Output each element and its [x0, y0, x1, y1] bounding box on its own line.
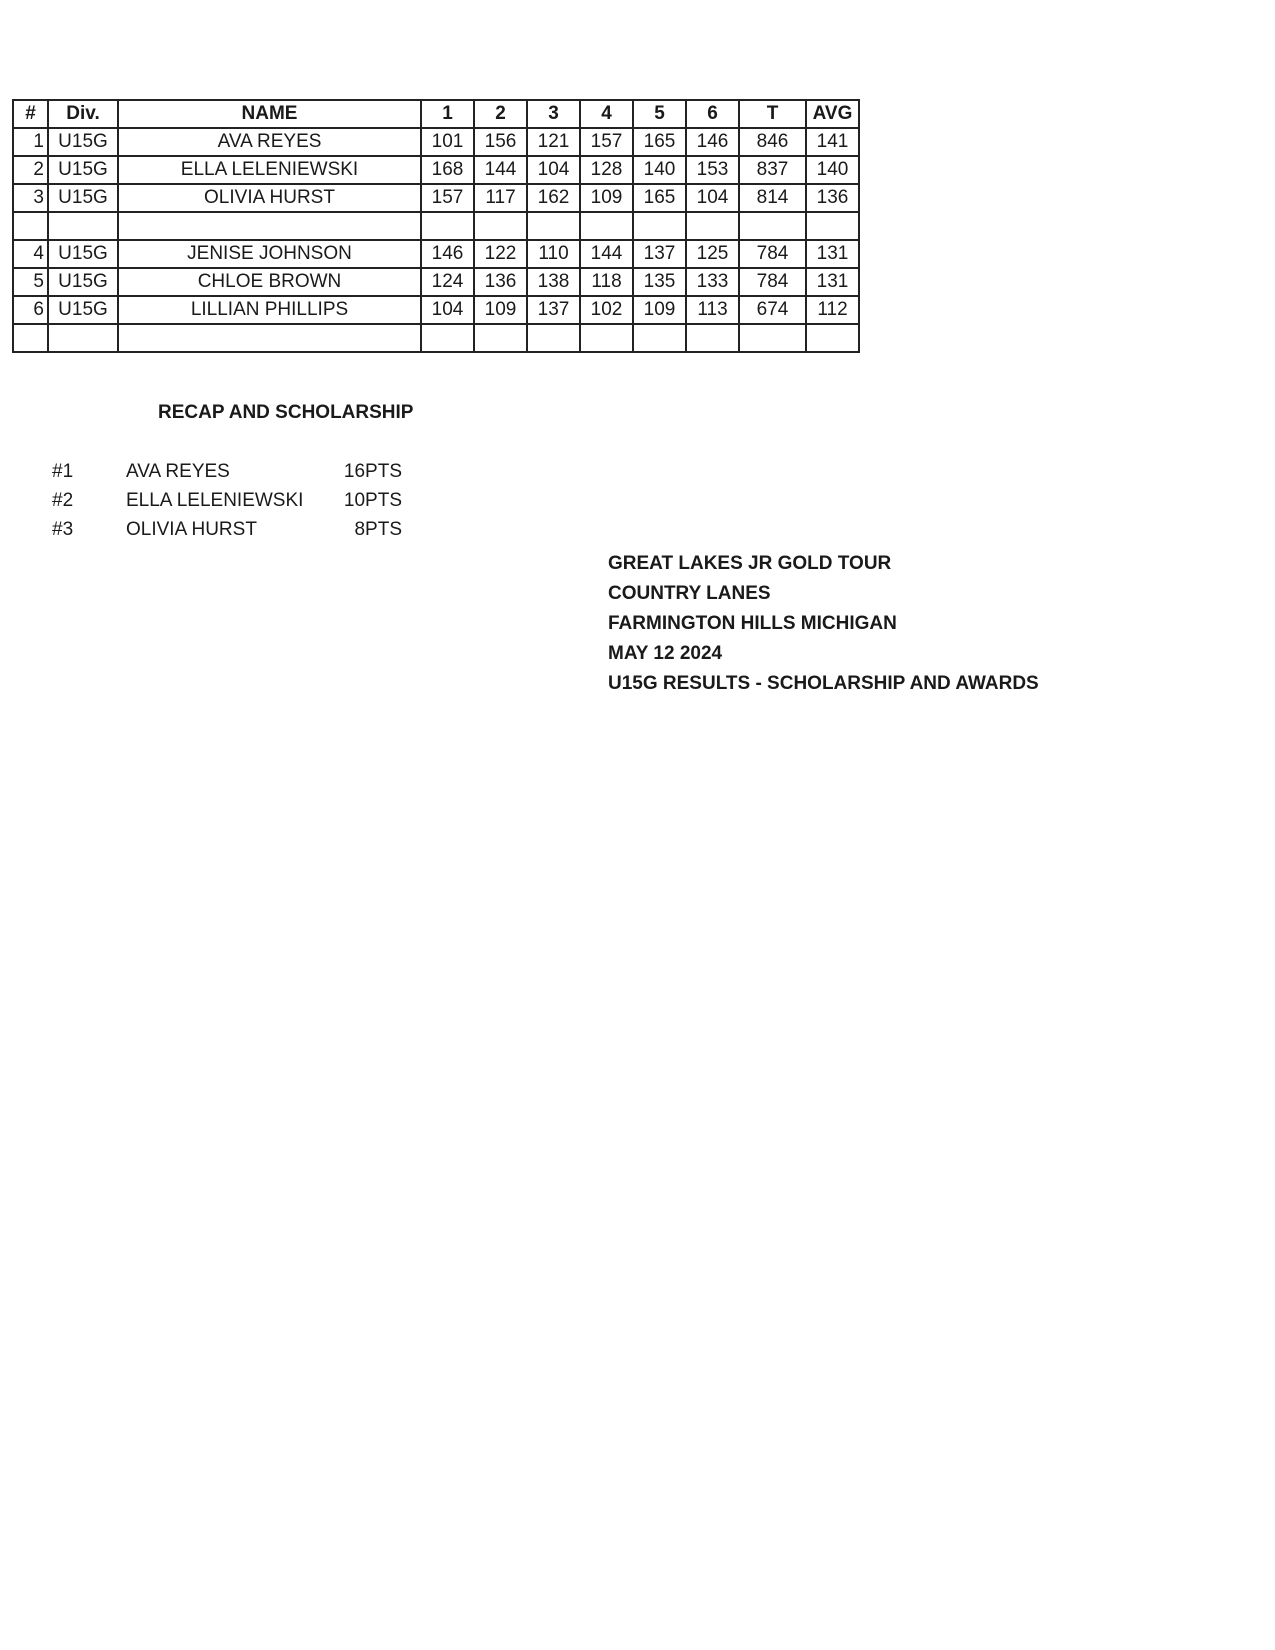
cell-game-5: 165 [633, 184, 686, 212]
cell-division: U15G [48, 296, 118, 324]
header-total: T [739, 100, 806, 128]
header-average: AVG [806, 100, 859, 128]
cell-rank: 6 [13, 296, 48, 324]
cell-total: 814 [739, 184, 806, 212]
cell-game-1: 168 [421, 156, 474, 184]
cell-average: 131 [806, 268, 859, 296]
cell-game-6: 133 [686, 268, 739, 296]
cell-game-1 [421, 212, 474, 240]
cell-game-4: 128 [580, 156, 633, 184]
cell-rank: 1 [13, 128, 48, 156]
cell-game-2: 117 [474, 184, 527, 212]
table-row [13, 268, 859, 296]
table-body [13, 128, 859, 352]
cell-name: AVA REYES [118, 128, 421, 156]
recap-rank: #1 [52, 461, 74, 482]
cell-game-4: 118 [580, 268, 633, 296]
cell-game-6: 146 [686, 128, 739, 156]
cell-game-3: 110 [527, 240, 580, 268]
cell-average: 131 [806, 240, 859, 268]
cell-total: 674 [739, 296, 806, 324]
recap-points: 8PTS [354, 519, 402, 540]
cell-game-6: 104 [686, 184, 739, 212]
cell-total: 837 [739, 156, 806, 184]
cell-game-5: 137 [633, 240, 686, 268]
event-date: MAY 12 2024 [608, 643, 723, 664]
cell-game-2: 109 [474, 296, 527, 324]
cell-game-5 [633, 212, 686, 240]
cell-total [739, 212, 806, 240]
cell-name [118, 212, 421, 240]
cell-game-6: 125 [686, 240, 739, 268]
cell-rank [13, 324, 48, 352]
cell-name: JENISE JOHNSON [118, 240, 421, 268]
recap-entry [0, 517, 420, 543]
cell-rank: 4 [13, 240, 48, 268]
cell-division: U15G [48, 156, 118, 184]
cell-game-3 [527, 212, 580, 240]
cell-game-5: 165 [633, 128, 686, 156]
cell-game-3 [527, 324, 580, 352]
table-header-row [13, 100, 859, 128]
cell-game-4: 109 [580, 184, 633, 212]
cell-game-3: 121 [527, 128, 580, 156]
cell-name: OLIVIA HURST [118, 184, 421, 212]
cell-game-4: 102 [580, 296, 633, 324]
event-venue: COUNTRY LANES [608, 583, 771, 604]
recap-entry [0, 459, 420, 485]
event-info [608, 549, 1039, 699]
cell-average: 141 [806, 128, 859, 156]
cell-game-1: 157 [421, 184, 474, 212]
cell-game-5: 140 [633, 156, 686, 184]
cell-game-3: 162 [527, 184, 580, 212]
cell-game-6: 113 [686, 296, 739, 324]
cell-game-2: 144 [474, 156, 527, 184]
cell-game-1 [421, 324, 474, 352]
header-division: Div. [48, 100, 118, 128]
cell-game-5: 109 [633, 296, 686, 324]
table-row [13, 296, 859, 324]
header-game-5: 5 [633, 100, 686, 128]
event-subtitle: U15G RESULTS - SCHOLARSHIP AND AWARDS [608, 673, 1039, 694]
header-game-3: 3 [527, 100, 580, 128]
cell-rank: 2 [13, 156, 48, 184]
cell-game-1: 124 [421, 268, 474, 296]
cell-game-5: 135 [633, 268, 686, 296]
cell-total: 846 [739, 128, 806, 156]
cell-game-4 [580, 212, 633, 240]
cell-average [806, 212, 859, 240]
header-game-6: 6 [686, 100, 739, 128]
cell-total: 784 [739, 268, 806, 296]
cell-name: CHLOE BROWN [118, 268, 421, 296]
cell-game-2: 122 [474, 240, 527, 268]
recap-points: 10PTS [343, 490, 402, 511]
cell-division: U15G [48, 240, 118, 268]
cell-game-2 [474, 324, 527, 352]
recap-name: AVA REYES [126, 461, 230, 482]
cell-total [739, 324, 806, 352]
recap-name: OLIVIA HURST [126, 519, 257, 540]
header-game-1: 1 [421, 100, 474, 128]
recap-rank: #2 [52, 490, 74, 511]
results-table [12, 99, 860, 353]
cell-game-3: 137 [527, 296, 580, 324]
recap-entry [0, 488, 420, 514]
cell-game-1: 104 [421, 296, 474, 324]
event-tour-name: GREAT LAKES JR GOLD TOUR [608, 553, 892, 574]
cell-rank [13, 212, 48, 240]
header-name: NAME [118, 100, 421, 128]
cell-game-1: 101 [421, 128, 474, 156]
cell-division [48, 212, 118, 240]
cell-game-2 [474, 212, 527, 240]
header-game-4: 4 [580, 100, 633, 128]
cell-game-4: 157 [580, 128, 633, 156]
table-row [13, 212, 859, 240]
cell-total: 784 [739, 240, 806, 268]
cell-game-2: 156 [474, 128, 527, 156]
cell-average: 112 [806, 296, 859, 324]
header-rank: # [13, 100, 48, 128]
table-row [13, 240, 859, 268]
recap-name: ELLA LELENIEWSKI [126, 490, 304, 511]
cell-game-2: 136 [474, 268, 527, 296]
recap-title: RECAP AND SCHOLARSHIP [158, 402, 414, 423]
recap-points: 16PTS [343, 461, 402, 482]
table-row [13, 128, 859, 156]
cell-average: 136 [806, 184, 859, 212]
cell-division [48, 324, 118, 352]
cell-game-4: 144 [580, 240, 633, 268]
table-row [13, 184, 859, 212]
cell-rank: 3 [13, 184, 48, 212]
recap-rank: #3 [52, 519, 74, 540]
cell-division: U15G [48, 128, 118, 156]
event-location: FARMINGTON HILLS MICHIGAN [608, 613, 897, 634]
header-game-2: 2 [474, 100, 527, 128]
cell-game-1: 146 [421, 240, 474, 268]
cell-game-6: 153 [686, 156, 739, 184]
cell-game-3: 104 [527, 156, 580, 184]
cell-average: 140 [806, 156, 859, 184]
cell-name [118, 324, 421, 352]
cell-game-3: 138 [527, 268, 580, 296]
cell-game-6 [686, 212, 739, 240]
cell-name: LILLIAN PHILLIPS [118, 296, 421, 324]
cell-name: ELLA LELENIEWSKI [118, 156, 421, 184]
cell-game-5 [633, 324, 686, 352]
cell-game-6 [686, 324, 739, 352]
table-row [13, 324, 859, 352]
cell-average [806, 324, 859, 352]
table-row [13, 156, 859, 184]
cell-rank: 5 [13, 268, 48, 296]
cell-division: U15G [48, 268, 118, 296]
cell-division: U15G [48, 184, 118, 212]
cell-game-4 [580, 324, 633, 352]
